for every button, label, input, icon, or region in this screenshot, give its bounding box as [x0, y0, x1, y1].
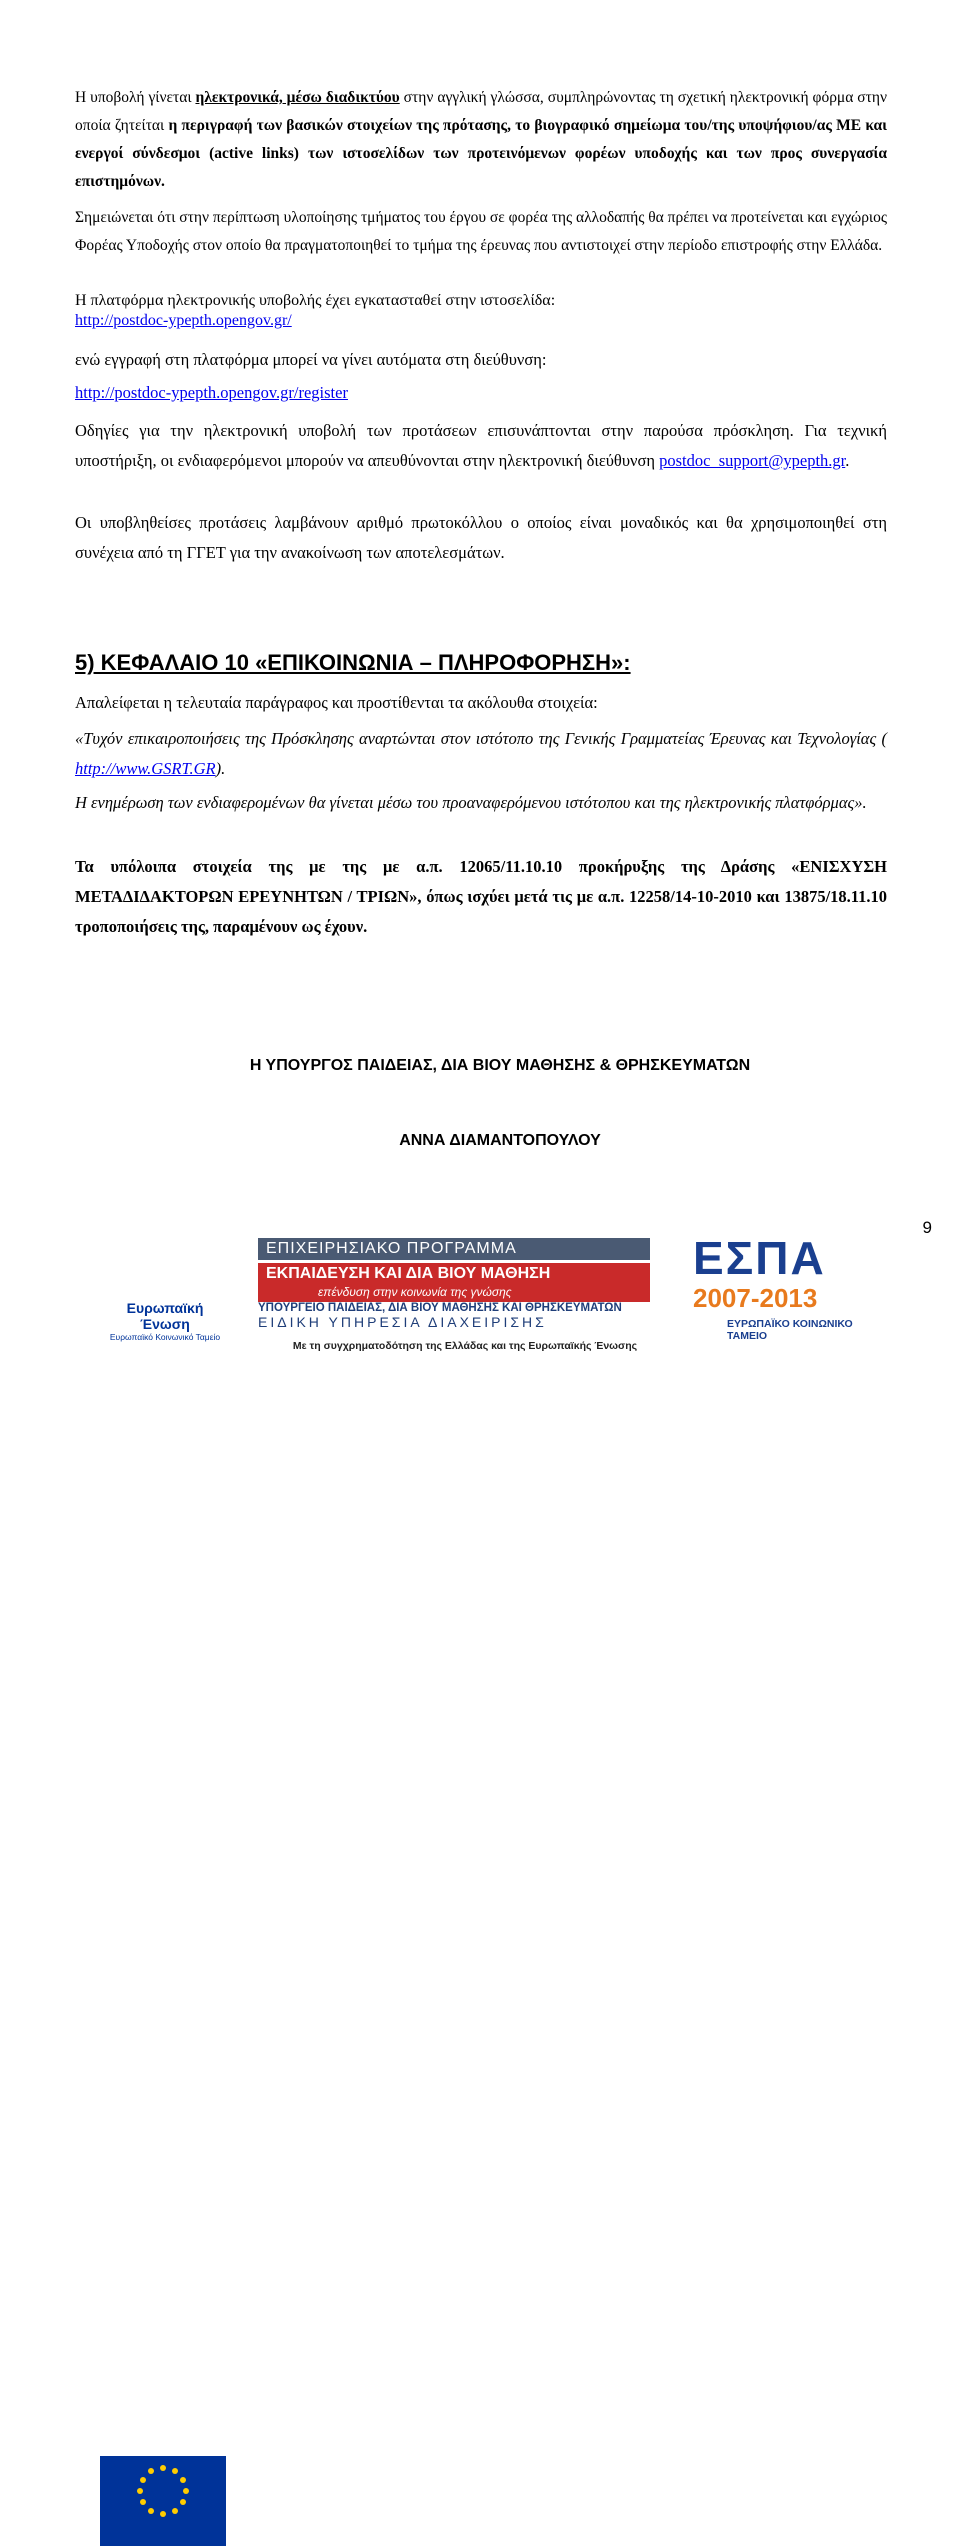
footer-banner [0, 1224, 960, 1390]
platform-text: Η πλατφόρμα ηλεκτρονικής υποβολής έχει εγκατασταθεί στην ιστοσελίδα: [75, 292, 556, 309]
support-email-link[interactable]: postdoc_support@ypepth.gr [659, 451, 846, 470]
service-name: ΕΙΔΙΚΗ ΥΠΗΡΕΣΙΑ ΔΙΑΧΕΙΡΙΣΗΣ [258, 1314, 547, 1330]
page-number: 9 [922, 1218, 932, 1237]
ministry-name: ΥΠΟΥΡΓΕΙΟ ΠΑΙΔΕΙΑΣ, ΔΙΑ ΒΙΟΥ ΜΑΘΗΣΗΣ ΚΑΙ ΘΡΗΣΚΕΥΜΑΤΩΝ [258, 1302, 622, 1314]
cofunding-caption: Με τη συγχρηματοδότηση της Ελλάδας και της Ευρωπαϊκής Ένωσης [292, 1340, 638, 1352]
espa-years: 2007-2013 [693, 1283, 818, 1313]
remaining-terms-paragraph: Τα υπόλοιπα στοιχεία της με της με α.π. 12065/11.10.10 προκήρυξης της Δράσης «ΕΝΙΣΧΥΣΗ ΜΕΤΑΔΙΔΑΚΤΟΡΩΝ ΕΡΕΥΝΗΤΩΝ / ΤΡΙΩΝ», όπως ισχύει μετά τις με α.π. 12258/14-10-2010 και 13875/18.11.10 τροποποιήσεις της, παραμένουν ως έχουν. [75, 857, 887, 936]
espa-fund: ΕΥΡΩΠΑΪΚΟ ΚΟΙΝΩΝΙΚΟ ΤΑΜΕΙΟ [727, 1318, 853, 1342]
updates-end: ). [215, 759, 226, 778]
platform-link[interactable]: http://postdoc-ypepth.opengov.gr/ [75, 312, 292, 329]
updates-paragraph [75, 724, 887, 784]
eu-stars-icon [100, 2456, 226, 2520]
signature-title: Η ΥΠΟΥΡΓΟΣ ΠΑΙΔΕΙΑΣ, ΔΙΑ ΒΙΟΥ ΜΑΘΗΣΗΣ & ΘΡΗΣΚΕΥΜΑΤΩΝ [249, 1057, 751, 1074]
eu-caption [100, 1300, 230, 1342]
intro-bold-text: η περιγραφή των βασικών στοιχείων της πρότασης, το βιογραφικό σημείωμα του/της υποψήφιου/ας ΜΕ και ενεργοί σύνδεσμοι (active links) των ιστοσελίδων των προτεινόμενων φορέων υποδοχής και των προς συνεργασία επιστημόνων. [75, 117, 887, 190]
register-link[interactable]: http://postdoc-ypepth.opengov.gr/register [75, 383, 348, 402]
program-logo [258, 1238, 650, 1302]
signature-name: ΑΝΝΑ ΔΙΑΜΑΝΤΟΠΟΥΛΟΥ [399, 1132, 601, 1149]
eu-subtitle: Ευρωπαϊκό Κοινωνικό Ταμείο [109, 1332, 221, 1342]
register-link-wrap [75, 378, 887, 408]
program-slogan: επένδυση στην κοινωνία της γνώσης [258, 1285, 650, 1302]
intro-text-c: στην αγγλική γλώσσα, συμπληρώνοντας τη σχετική ηλεκτρονική φόρμα στην οποία ζητείται [75, 89, 888, 134]
platform-paragraph [75, 291, 887, 331]
instructions-paragraph [75, 416, 887, 476]
register-text: ενώ εγγραφή στη πλατφόρμα μπορεί να γίνει αυτόματα στη διεύθυνση: [75, 350, 547, 369]
updates-text: «Τυχόν επικαιροποιήσεις της Πρόσκλησης αναρτώνται στον ιστότοπο της Γενικής Γραμματείας Έρευνας και Τεχνολογίας ( [75, 729, 887, 748]
notification-paragraph: Η ενημέρωση των ενδιαφερομένων θα γίνεται μέσω του προαναφερόμενου ιστότοπου και της ηλεκτρονικής πλατφόρμας». [75, 793, 867, 812]
espa-title: ΕΣΠΑ [693, 1232, 826, 1284]
espa-logo [693, 1232, 883, 1342]
intro-paragraph [75, 84, 887, 196]
protocol-paragraph: Οι υποβληθείσες προτάσεις λαμβάνουν αριθμό πρωτοκόλλου ο οποίος είναι μοναδικός και θα χρησιμοποιηθεί στη συνέχεια από τη ΓΓΕΤ για την ανακοίνωση των αποτελεσμάτων. [75, 513, 887, 562]
ministry-block [258, 1302, 650, 1330]
eu-flag-logo [100, 2456, 226, 2546]
removal-paragraph: Απαλείφεται η τελευταία παράγραφος και προστίθενται τα ακόλουθα στοιχεία: [75, 693, 598, 712]
intro-emphasis: ηλεκτρονικά, μέσω διαδικτύου [195, 89, 400, 106]
program-name: ΕΚΠΑΙΔΕΥΣΗ ΚΑΙ ΔΙΑ ΒΙΟΥ ΜΑΘΗΣΗ [258, 1263, 650, 1285]
program-title: ΕΠΙΧΕΙΡΗΣΙΑΚΟ ΠΡΟΓΡΑΜΜΑ [258, 1238, 650, 1260]
eu-title: Ευρωπαϊκή Ένωση [126, 1300, 204, 1332]
instructions-end: . [845, 451, 850, 470]
intro-text-a: Η υποβολή γίνεται [75, 89, 196, 106]
section-heading: 5) ΚΕΦΑΛΑΙΟ 10 «ΕΠΙΚΟΙΝΩΝΙΑ – ΠΛΗΡΟΦΟΡΗΣΗ»: [75, 650, 631, 675]
gsrt-link[interactable]: http://www.GSRT.GR [75, 759, 216, 778]
instructions-text: Οδηγίες για την ηλεκτρονική υποβολή των προτάσεων επισυνάπτονται στην παρούσα πρόσκληση. Για τεχνική υποστήριξη, οι ενδιαφερόμενοι μπορούν να απευθύνονται στην ηλεκτρονική διεύθυνση [75, 421, 887, 470]
foreign-host-paragraph: Σημειώνεται ότι στην περίπτωση υλοποίησης τμήματος του έργου σε φορέα της αλλοδαπής θα πρέπει να προτείνεται και εγχώριος Φορέας Υποδοχής στον οποίο θα πραγματοποιηθεί το τμήμα της έρευνας που αντιστοιχεί στην περίοδο επιστροφής στην Ελλάδα. [75, 209, 887, 254]
